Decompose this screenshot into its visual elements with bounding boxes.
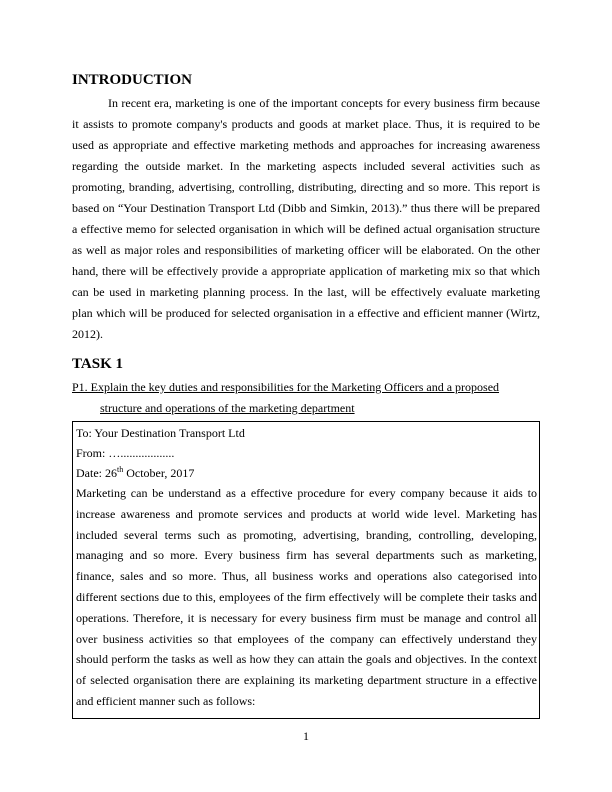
introduction-heading: INTRODUCTION	[72, 72, 193, 88]
memo-to: To: Your Destination Transport Ltd	[76, 426, 245, 440]
memo-date-ordinal: th	[117, 465, 124, 474]
memo-date	[76, 463, 537, 483]
memo-body: Marketing can be understand as a effective procedure for every company because it aids to increase awareness and promote services and products at world wide level. Marketing has included several terms such as promoting, advertising, branding, controlling, developing, managing and so more. Every business firm has several departments such as marketing, finance, sales and so more. Thus, all business works and operations also categorised into different sections due to this, employees of the firm effectively will be complete their tasks and operations. Therefore, it is necessary for every business firm must be manage and control all over business activities so that employees of the company can effectively understand they should perform the tasks as well as how they can attain the goals and objectives. In the context of selected organisation there are explaining its marketing department structure in a effective and efficient manner such as follows:	[76, 486, 537, 708]
page-number: 1	[303, 729, 309, 743]
task-question-line-1: P1. Explain the key duties and responsibilities for the Marketing Officers and a proposed	[72, 380, 500, 394]
memo-date-rest: October, 2017	[123, 466, 195, 480]
introduction-paragraph: In recent era, marketing is one of the important concepts for every business firm because it assists to promote company's products and goods at market place. Thus, it is required to be used as appropriate and effective marketing methods and approaches for increasing awareness regarding the outside market. In the marketing aspects included several activities such as promoting, branding, advertising, controlling, distributing, directing and so more. This report is based on “Your Destination Transport Ltd (Dibb and Simkin, 2013).” thus there will be prepared a effective memo for selected organisation in which will be defined actual organisation structure as well as major roles and responsibilities of marketing officer will be elaborated. On the other hand, there will be effectively provide a appropriate application of marketing mix so that which can be used in marketing planning process. In the last, will be effectively evaluate marketing plan which will be produced for selected organisation in a effective and efficient manner (Wirtz, 2012).	[72, 96, 540, 341]
memo-box	[72, 421, 540, 719]
memo-content	[76, 423, 537, 712]
task-heading: TASK 1	[72, 356, 123, 372]
memo-from: From: …..................	[76, 446, 175, 460]
memo-date-prefix: Date: 26	[76, 466, 117, 480]
task-question-line-2: structure and operations of the marketing department	[100, 401, 355, 415]
